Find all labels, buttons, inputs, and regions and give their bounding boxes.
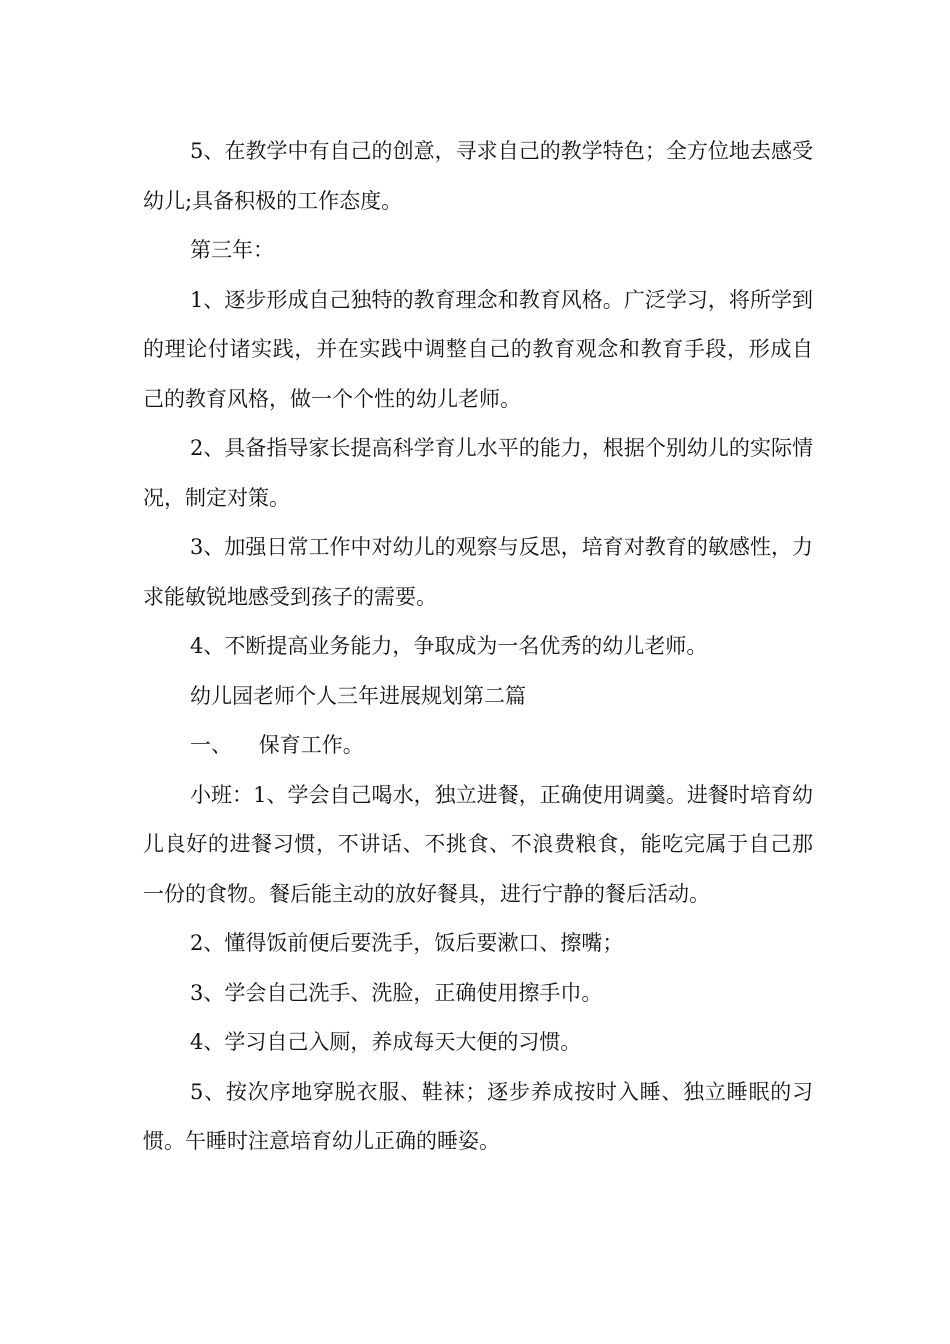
section-heading-third-year: 第三年：	[190, 238, 274, 262]
document-body	[143, 127, 813, 1167]
paragraph-year2-item5: 5、在教学中有自己的创意，寻求自己的教学特色；全方位地去感受幼儿;具备积极的工作态度。	[143, 139, 813, 213]
article-title-second: 幼儿园老师个人三年进展规划第二篇	[190, 683, 526, 708]
paragraph-small-class-item1: 小班：1、学会自己喝水，独立进餐，正确使用调羹。进餐时培育幼儿良好的进餐习惯，不讲话、不挑食、不浪费粮食，能吃完属于自己那一份的食物。餐后能主动的放好餐具，进行宁静的餐后活动。	[143, 782, 813, 906]
section-heading-care-work: 一、 保育工作。	[190, 733, 364, 757]
paragraph-year3-item3: 3、加强日常工作中对幼儿的观察与反思，培育对教育的敏感性，力求能敏锐地感受到孩子的需要。	[143, 535, 813, 609]
paragraph-small-class-item5: 5、按次序地穿脱衣服、鞋袜；逐步养成按时入睡、独立睡眠的习惯。午睡时注意培育幼儿正确的睡姿。	[143, 1079, 813, 1153]
paragraph-small-class-item3: 3、学会自己洗手、洗脸，正确使用擦手巾。	[190, 980, 603, 1005]
paragraph-year3-item1: 1、逐步形成自己独特的教育理念和教育风格。广泛学习，将所学到的理论付诸实践，并在实践中调整自己的教育观念和教育手段，形成自己的教育风格，做一个个性的幼儿老师。	[143, 287, 813, 411]
paragraph-small-class-item2: 2、懂得饭前便后要洗手，饭后要漱口、擦嘴；	[190, 931, 624, 955]
paragraph-small-class-item4: 4、学习自己入厕，养成每天大便的习惯。	[190, 1030, 582, 1054]
paragraph-year3-item2: 2、具备指导家长提高科学育儿水平的能力，根据个别幼儿的实际情况，制定对策。	[143, 436, 813, 510]
paragraph-year3-item4: 4、不断提高业务能力，争取成为一名优秀的幼儿老师。	[190, 634, 708, 658]
